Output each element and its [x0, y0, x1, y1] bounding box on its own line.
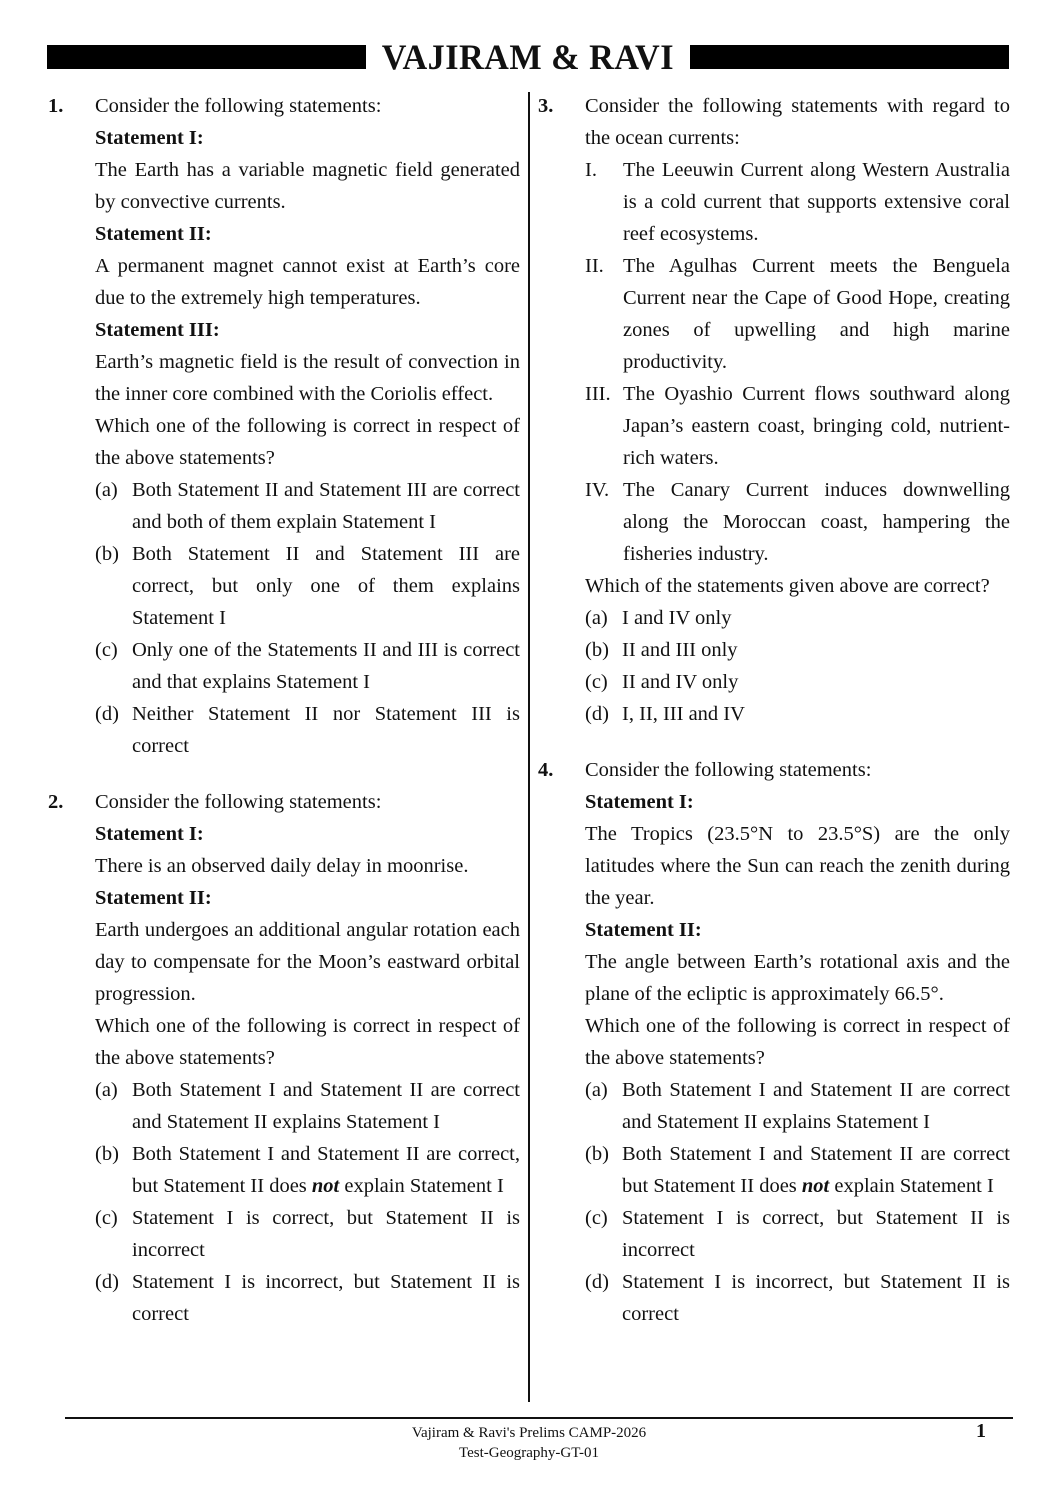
option-b[interactable]: [585, 634, 1010, 666]
option-a[interactable]: [95, 474, 520, 538]
option-label: (d): [95, 703, 119, 725]
statement-text: Earth’s magnetic field is the result of convection in the inner core combined with the Coriolis effect.: [95, 351, 520, 405]
option-text: II and III only: [622, 639, 738, 661]
option-a[interactable]: [585, 1074, 1010, 1138]
statement-i: [585, 154, 1010, 250]
statement-label: Statement II:: [95, 887, 212, 909]
option-text: Statement I is correct, but Statement II is incorrect: [132, 1207, 520, 1261]
option-text: Both Statement I and Statement II are correct and Statement II explains Statement I: [622, 1079, 1010, 1133]
option-c[interactable]: [585, 666, 1010, 698]
footer-test-name: Test-Geography-GT-01: [458, 1445, 600, 1461]
statement-label: Statement II:: [585, 919, 702, 941]
option-text: I and IV only: [622, 607, 732, 629]
option-label: (d): [585, 1271, 609, 1293]
option-d[interactable]: [585, 1266, 1010, 1330]
option-label: (b): [585, 1143, 609, 1165]
left-column: [48, 90, 520, 1354]
question-intro: Consider the following statements:: [585, 759, 872, 781]
statement-label: Statement II:: [95, 223, 212, 245]
option-c[interactable]: [95, 634, 520, 698]
option-b[interactable]: [95, 1138, 520, 1202]
option-label: (c): [585, 671, 608, 693]
option-label: (b): [95, 543, 119, 565]
option-text-pre: Both Statement I and Statement II are correct, but Statement II does: [132, 1143, 520, 1197]
option-text-emphasis: not: [311, 1175, 340, 1197]
footer-rule: [65, 1417, 1013, 1419]
option-label: (c): [585, 1207, 608, 1229]
option-a[interactable]: [95, 1074, 520, 1138]
question-number: 1.: [48, 95, 64, 117]
statement-label: I.: [585, 159, 597, 181]
page-footer: [0, 1423, 1058, 1463]
statement-label: Statement I:: [585, 791, 694, 813]
question-3: [538, 90, 1010, 730]
question-2: [48, 786, 520, 1330]
question-prompt: Which one of the following is correct in respect of the above statements?: [585, 1015, 1010, 1069]
question-prompt: Which of the statements given above are correct?: [585, 575, 990, 597]
question-number: 3.: [538, 95, 554, 117]
option-label: (b): [95, 1143, 119, 1165]
question-intro: Consider the following statements with regard to the ocean currents:: [585, 95, 1010, 149]
option-text: Both Statement II and Statement III are correct and both of them explain Statement I: [132, 479, 520, 533]
option-text: Only one of the Statements II and III is correct and that explains Statement I: [132, 639, 520, 693]
option-label: (c): [95, 1207, 118, 1229]
brand-title: VAJIRAM & RAVI: [381, 37, 675, 77]
statement-label: Statement III:: [95, 319, 220, 341]
option-c[interactable]: [585, 1202, 1010, 1266]
option-text: Statement I is incorrect, but Statement II is correct: [622, 1271, 1010, 1325]
option-b[interactable]: [585, 1138, 1010, 1202]
option-text-emphasis: not: [801, 1175, 830, 1197]
statement-text: A permanent magnet cannot exist at Earth’s core due to the extremely high temperatures.: [95, 255, 520, 309]
option-label: (b): [585, 639, 609, 661]
question-prompt: Which one of the following is correct in respect of the above statements?: [95, 1015, 520, 1069]
statement-text: The Oyashio Current flows southward along Japan’s eastern coast, bringing cold, nutrient-rich waters.: [623, 383, 1010, 469]
option-text: Statement I is correct, but Statement II is incorrect: [622, 1207, 1010, 1261]
option-a[interactable]: [585, 602, 1010, 634]
statement-text: The Earth has a variable magnetic field generated by convective currents.: [95, 159, 520, 213]
option-text: Statement I is incorrect, but Statement II is correct: [132, 1271, 520, 1325]
statement-label: II.: [585, 255, 604, 277]
option-text: I, II, III and IV: [622, 703, 745, 725]
statement-text: There is an observed daily delay in moonrise.: [95, 855, 469, 877]
option-label: (c): [95, 639, 118, 661]
option-text-post: explain Statement I: [339, 1175, 504, 1197]
statement-label: Statement I:: [95, 823, 204, 845]
statement-text: Earth undergoes an additional angular rotation each day to compensate for the Moon’s eastward orbital progression.: [95, 919, 520, 1005]
column-divider: [528, 92, 530, 1402]
question-1: [48, 90, 520, 762]
option-text: II and IV only: [622, 671, 739, 693]
statement-text: The angle between Earth’s rotational axis and the plane of the ecliptic is approximately 66.5°.: [585, 951, 1010, 1005]
option-d[interactable]: [95, 1266, 520, 1330]
statement-text: The Tropics (23.5°N to 23.5°S) are the only latitudes where the Sun can reach the zenith during the year.: [585, 823, 1010, 909]
option-label: (a): [95, 1079, 118, 1101]
statement-label: III.: [585, 383, 611, 405]
option-c[interactable]: [95, 1202, 520, 1266]
page-header: [47, 37, 1009, 77]
question-intro: Consider the following statements:: [95, 95, 382, 117]
option-text-post: explain Statement I: [829, 1175, 994, 1197]
right-column: [538, 90, 1010, 1354]
option-d[interactable]: [95, 698, 520, 762]
footer-title: Vajiram & Ravi's Prelims CAMP-2026: [411, 1425, 647, 1441]
option-text: Neither Statement II nor Statement III is correct: [132, 703, 520, 757]
option-d[interactable]: [585, 698, 1010, 730]
question-prompt: Which one of the following is correct in respect of the above statements?: [95, 415, 520, 469]
header-bar-right: [690, 45, 1009, 69]
statement-label: Statement I:: [95, 127, 204, 149]
statement-iv: [585, 474, 1010, 570]
statement-label: IV.: [585, 479, 610, 501]
question-intro: Consider the following statements:: [95, 791, 382, 813]
option-label: (d): [95, 1271, 119, 1293]
statement-iii: [585, 378, 1010, 474]
option-b[interactable]: [95, 538, 520, 634]
header-bar-left: [47, 45, 366, 69]
statement-ii: [585, 250, 1010, 378]
question-4: [538, 754, 1010, 1330]
option-text: Both Statement II and Statement III are correct, but only one of them explains Statement I: [132, 543, 520, 629]
statement-text: The Leeuwin Current along Western Australia is a cold current that supports extensive coral reef ecosystems.: [623, 159, 1010, 245]
statement-text: The Canary Current induces downwelling along the Moroccan coast, hampering the fisheries industry.: [623, 479, 1010, 565]
question-number: 4.: [538, 759, 554, 781]
statement-text: The Agulhas Current meets the Benguela Current near the Cape of Good Hope, creating zones of upwelling and high marine productivity.: [623, 255, 1010, 373]
option-label: (a): [585, 607, 608, 629]
option-label: (a): [95, 479, 118, 501]
page-number: 1: [976, 1420, 986, 1442]
option-label: (d): [585, 703, 609, 725]
option-label: (a): [585, 1079, 608, 1101]
question-number: 2.: [48, 791, 64, 813]
option-text-pre: Both Statement I and Statement II are correct but Statement II does: [622, 1143, 1010, 1197]
option-text: Both Statement I and Statement II are correct and Statement II explains Statement I: [132, 1079, 520, 1133]
